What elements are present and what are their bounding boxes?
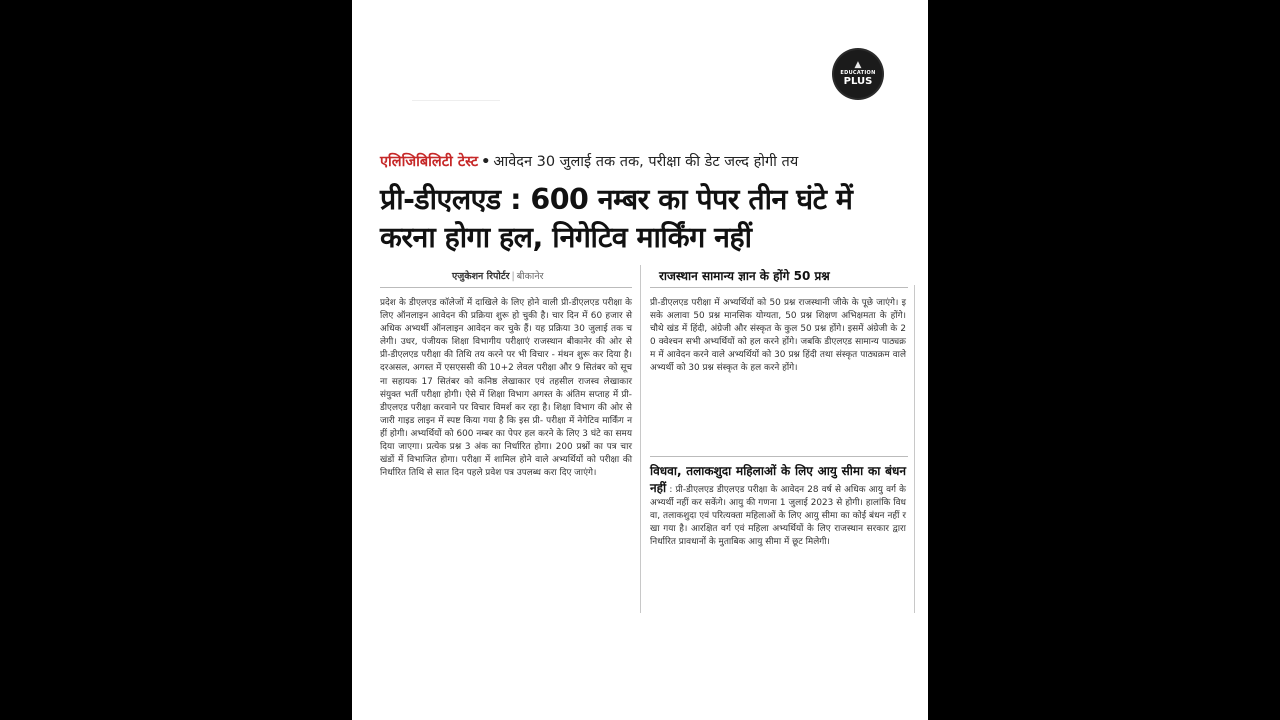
graduation-cap-icon: ▲ xyxy=(854,60,862,70)
newspaper-clipping xyxy=(378,145,914,620)
article-column-1: प्रदेश के डीएलएड कॉलेजों में दाखिले के लिए होने वाली प्री-डीएलएड परीक्षा के लिए ऑनलाइन आवेदन की प्रक्रिया शुरू हो चुकी है। चार दिन में 60 हजार से अधिक अभ्यर्थी ऑनलाइन आवेदन कर चुके हैं। यह प्रक्रिया 30 जुलाई तक चलेगी। उधर, पंजीयक शिक्षा विभागीय परीक्षाएं राजस्थान बीकानेर की ओर से प्री-डीएलएड परीक्षा की तिथि तय करने पर भी विचार - मंथन शुरू कर दिया है। दरअसल, अगस्त में एसएससी की 10+2 लेवल परीक्षा और 9 सितंबर को सूचना सहायक 17 सितंबर को कनिष्ठ लेखाकार एवं तहसील राजस्व लेखाकार संयुक्त भर्ती परीक्षा होगी। ऐसे में शिक्षा विभाग अगस्त के अंतिम सप्ताह में प्री-डीएलएड परीक्षा करवाने पर विचार विमर्श कर रहा है। शिक्षा विभाग की ओर से जारी गाइड लाइन में स्पष्ट किया गया है कि इस प्री- परीक्षा में नेगेटिव मार्किंग नहीं होगी। अभ्यर्थियों को 600 नम्बर का पेपर हल करने के लिए 3 घंटे का समय दिया जाएगा। प्रत्येक प्रश्न 3 अंक का निर्धारित होगा। 200 प्रश्नों का पत्र चार खंडों में विभाजित होगा। परीक्षा में शामिल होने वाले अभ्यर्थियों को परीक्षा की निर्धारित तिथि से सात दिन पहले प्रवेश पत्र उपलब्ध करा दिए जाएंगे। xyxy=(380,298,632,479)
subheading-gk: राजस्थान सामान्य ज्ञान के होंगे 50 प्रश्न xyxy=(659,269,830,283)
subheading-age-limit: विधवा, तलाकशुदा महिलाओं के लिए आयु सीमा का बंधन नहीं xyxy=(650,464,906,496)
logo-line-2: PLUS xyxy=(843,76,873,87)
article-column-3 xyxy=(650,463,906,550)
education-plus-logo xyxy=(834,50,882,98)
byline xyxy=(452,269,544,282)
headline: प्री-डीएलएड : 600 नम्बर का पेपर तीन घंटे में करना होगा हल, निगेटिव मार्किंग नहीं xyxy=(380,183,853,254)
divider xyxy=(412,100,500,101)
newspaper-page xyxy=(352,0,928,720)
bullet-icon: • xyxy=(481,154,491,170)
byline-reporter: एजुकेशन रिपोर्टर xyxy=(452,271,510,282)
byline-separator: | xyxy=(511,271,515,282)
logo-line-1: EDUCATION xyxy=(840,70,876,76)
kicker xyxy=(380,151,798,171)
divider xyxy=(380,287,632,288)
divider xyxy=(650,456,908,457)
column-divider xyxy=(914,285,915,613)
divider xyxy=(650,287,908,288)
kicker-text: आवेदन 30 जुलाई तक तक, परीक्षा की डेट जल्द होगी तय xyxy=(493,154,799,170)
column-divider xyxy=(640,265,641,613)
article-column-2: प्री-डीएलएड परीक्षा में अभ्यर्थियों को 50 प्रश्न राजस्थानी जीके के पूछे जाएंगे। इसके अलावा 50 प्रश्न मानसिक योग्यता, 50 प्रश्न शिक्षण अभिक्षमता के होंगे। चौथे खंड में हिंदी, अंग्रेजी और संस्कृत के कुल 50 प्रश्न होंगे। इसमें अंग्रेजी के 20 क्वेश्चन सभी अभ्यर्थियों को हल करने होंगे। जबकि डीएलएड सामान्य पाठ्यक्रम में आवेदन करने वाले अभ्यर्थियों को 30 प्रश्न हिंदी तथा संस्कृत पाठ्यक्रम वाले अभ्यर्थी को 30 प्रश्न संस्कृत के हल करने होंगे। xyxy=(650,298,906,374)
byline-city: बीकानेर xyxy=(516,271,544,282)
age-limit-text: : प्री-डीएलएड डीएलएड परीक्षा के आवेदन 28 वर्ष से अधिक आयु वर्ग के अभ्यर्थी नहीं कर सकेंगे। आयु की गणना 1 जुलाई 2023 से होगी। हालांकि विधवा, तलाकशुदा एवं परित्यक्ता महिलाओं के लिए आयु सीमा का कोई बंधन नहीं रखा गया है। आरक्षित वर्ग एवं महिला अभ्यर्थियों के लिए राजस्थान सरकार द्वारा निर्धारित प्रावधानों के मुताबिक आयु सीमा में छूट मिलेगी। xyxy=(650,485,906,548)
kicker-label: एलिजिबिलिटी टेस्ट xyxy=(380,154,479,170)
